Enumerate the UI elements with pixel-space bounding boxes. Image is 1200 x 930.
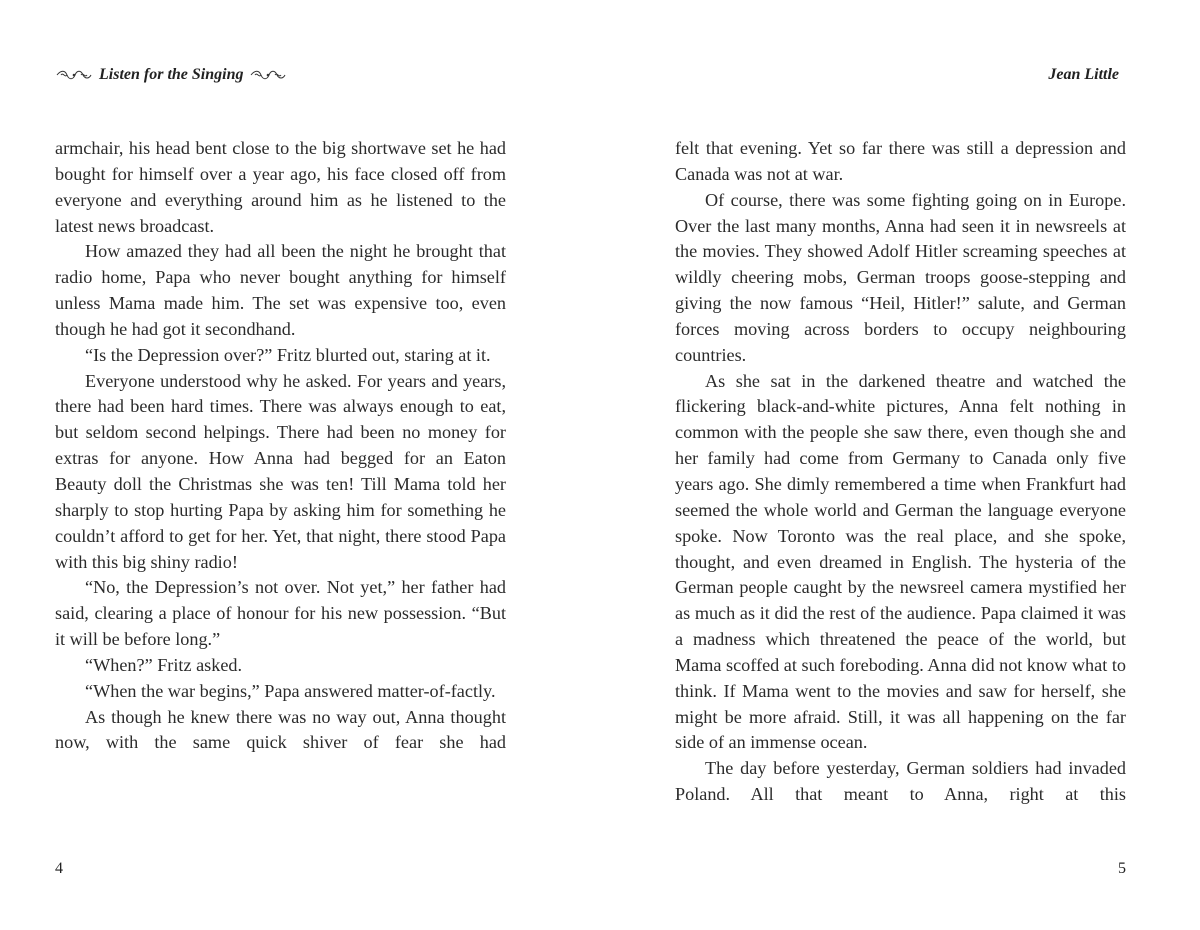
right-page xyxy=(600,0,1200,930)
paragraph: “No, the Depression’s not over. Not yet,” her father had said, clearing a place of honour for his new possession. “But it will be before long.” xyxy=(55,577,506,650)
paragraph: The day before yesterday, German soldiers had invaded Poland. All that meant to Anna, right at this xyxy=(675,758,1126,805)
page-number: 5 xyxy=(1118,860,1126,877)
left-running-header xyxy=(55,60,287,90)
book-title-header: Listen for the Singing xyxy=(99,66,244,83)
paragraph: Everyone understood why he asked. For years and years, there had been hard times. There was always enough to eat, but seldom second helpings. There had been no money for extras for anyone. How Anna had begged for an Eaton Beauty doll the Christmas she was ten! Till Mama told her sharply to stop hurting Papa by asking him for something he couldn’t afford to get for her. Yet, that night, there stood Papa with this big shiny radio! xyxy=(55,370,506,572)
paragraph: armchair, his head bent close to the big shortwave set he had bought for himself over a year ago, his face closed off from everyone and everything around him as he listened to the latest news broadcast. xyxy=(55,138,506,236)
paragraph: felt that evening. Yet so far there was still a depression and Canada was not at war. xyxy=(675,138,1126,184)
paragraph: “When?” Fritz asked. xyxy=(85,654,243,675)
paragraph: As though he knew there was no way out, Anna thought now, with the same quick shiver of fear she had xyxy=(55,706,506,753)
left-flourish-ornament-icon xyxy=(55,68,93,82)
right-running-header xyxy=(1042,60,1125,90)
right-flourish-ornament-icon xyxy=(249,68,287,82)
page-number: 4 xyxy=(55,860,63,877)
paragraph: As she sat in the darkened theatre and watched the flickering black-and-white pictures, Anna felt nothing in common with the people she saw there, even though she and her family had come from Germany to Canada only five years ago. She dimly remembered a time when Frankfurt had seemed the whole world and German the language everyone spoke. Now Toronto was the real place, and she spoke, thought, and even dreamed in English. The hysteria of the German people caught by the newsreel camera mystified her as much as it did the rest of the audience. Papa claimed it was a madness which threatened the peace of the world, but Mama scoffed at such foreboding. Anna did not know what to think. If Mama went to the movies and saw for herself, she might be more afraid. Still, it was all happening on the far side of an immense ocean. xyxy=(675,370,1126,753)
paragraph: “Is the Depression over?” Fritz blurted out, staring at it. xyxy=(85,344,491,365)
right-body-text xyxy=(675,136,1126,808)
left-body-text xyxy=(55,136,506,756)
paragraph: Of course, there was some fighting going on in Europe. Over the last many months, Anna had seen it in newsreels at the movies. They showed Adolf Hitler screaming speeches at wildly cheering mobs, German troops goose-stepping and giving the now famous “Heil, Hitler!” salute, and German forces moving across borders to occupy neighbouring countries. xyxy=(675,189,1126,365)
paragraph: “When the war begins,” Papa answered matter-of-factly. xyxy=(85,680,496,701)
author-name-header: Jean Little xyxy=(1048,66,1119,83)
paragraph: How amazed they had all been the night he brought that radio home, Papa who never bought anything for himself unless Mama made him. The set was expensive too, even though he had got it secondhand. xyxy=(55,241,506,339)
